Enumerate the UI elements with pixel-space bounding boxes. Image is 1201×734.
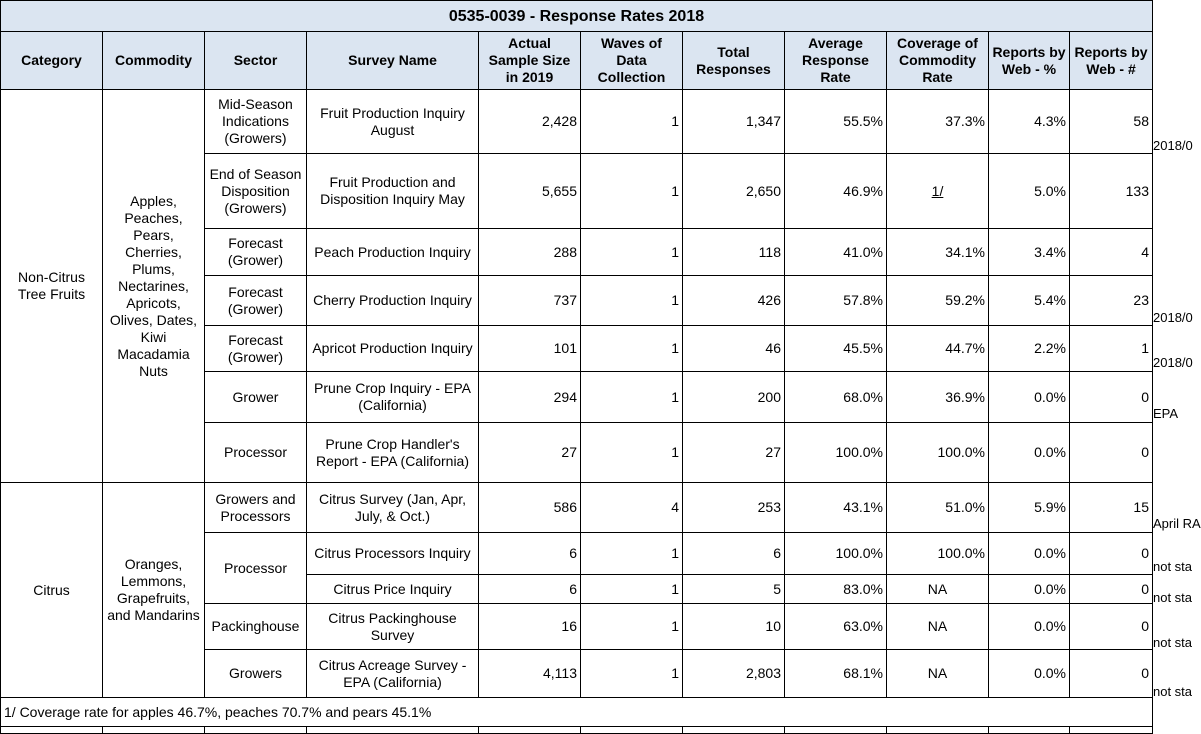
sample-size-cell: 294 xyxy=(479,372,581,423)
side-note: not sta xyxy=(1153,559,1193,574)
coverage-cell: 51.0% xyxy=(887,483,989,533)
sample-size-cell: 586 xyxy=(479,483,581,533)
sample-size-cell: 6 xyxy=(479,533,581,575)
web-num-cell: 1 xyxy=(1070,326,1153,372)
sample-size-cell: 6 xyxy=(479,575,581,604)
response-rate-cell: 41.0% xyxy=(785,229,887,276)
side-note: 2018/0 xyxy=(1153,138,1193,153)
total-responses-cell: 10 xyxy=(683,604,785,650)
commodity-cell: Apples, Peaches, Pears, Cherries, Plums, Nectarines, Apricots, Olives, Dates, Kiwi Macadamia Nuts xyxy=(103,90,205,483)
sector-cell: End of Season Disposition (Growers) xyxy=(205,154,307,229)
web-pct-cell: 0.0% xyxy=(989,650,1070,698)
side-note: 2018/0 xyxy=(1153,310,1193,325)
waves-cell: 1 xyxy=(581,423,683,483)
header-coverage: Coverage of Commodity Rate xyxy=(887,32,989,90)
side-note: not sta xyxy=(1153,590,1193,605)
coverage-footnote-ref: 1/ xyxy=(887,154,989,229)
response-rate-cell: 63.0% xyxy=(785,604,887,650)
web-pct-cell: 0.0% xyxy=(989,372,1070,423)
header-web-num: Reports by Web - # xyxy=(1070,32,1153,90)
web-num-cell: 15 xyxy=(1070,483,1153,533)
sector-cell: Forecast (Grower) xyxy=(205,229,307,276)
web-pct-cell: 5.9% xyxy=(989,483,1070,533)
total-responses-cell: 1,347 xyxy=(683,90,785,154)
web-num-cell: 133 xyxy=(1070,154,1153,229)
header-sample-size: Actual Sample Size in 2019 xyxy=(479,32,581,90)
sample-size-cell: 5,655 xyxy=(479,154,581,229)
survey-name-cell: Citrus Acreage Survey - EPA (California) xyxy=(307,650,479,698)
survey-name-cell: Cherry Production Inquiry xyxy=(307,276,479,326)
survey-name-cell: Citrus Price Inquiry xyxy=(307,575,479,604)
header-survey-name: Survey Name xyxy=(307,32,479,90)
coverage-cell: NA xyxy=(887,575,989,604)
side-note: not sta xyxy=(1153,684,1193,699)
total-responses-cell: 2,803 xyxy=(683,650,785,698)
waves-cell: 1 xyxy=(581,326,683,372)
side-note: not sta xyxy=(1153,635,1193,650)
waves-cell: 1 xyxy=(581,154,683,229)
sample-size-cell: 288 xyxy=(479,229,581,276)
response-rate-cell: 83.0% xyxy=(785,575,887,604)
waves-cell: 1 xyxy=(581,533,683,575)
web-num-cell: 0 xyxy=(1070,604,1153,650)
response-rate-cell: 43.1% xyxy=(785,483,887,533)
survey-name-cell: Prune Crop Inquiry - EPA (California) xyxy=(307,372,479,423)
total-responses-cell: 200 xyxy=(683,372,785,423)
sector-cell: Forecast (Grower) xyxy=(205,326,307,372)
total-responses-cell: 118 xyxy=(683,229,785,276)
waves-cell: 1 xyxy=(581,650,683,698)
coverage-cell: 34.1% xyxy=(887,229,989,276)
response-rate-cell: 57.8% xyxy=(785,276,887,326)
coverage-cell: NA xyxy=(887,604,989,650)
waves-cell: 4 xyxy=(581,483,683,533)
web-pct-cell: 2.2% xyxy=(989,326,1070,372)
web-num-cell: 58 xyxy=(1070,90,1153,154)
header-commodity: Commodity xyxy=(103,32,205,90)
web-num-cell: 0 xyxy=(1070,423,1153,483)
sector-cell: Processor xyxy=(205,533,307,604)
total-responses-cell: 5 xyxy=(683,575,785,604)
sector-cell: Growers xyxy=(205,650,307,698)
survey-name-cell: Prune Crop Handler's Report - EPA (California) xyxy=(307,423,479,483)
total-responses-cell: 253 xyxy=(683,483,785,533)
web-pct-cell: 0.0% xyxy=(989,604,1070,650)
web-pct-cell: 3.4% xyxy=(989,229,1070,276)
coverage-cell: 44.7% xyxy=(887,326,989,372)
header-avg-response-rate: Average Response Rate xyxy=(785,32,887,90)
header-category: Category xyxy=(1,32,103,90)
sector-cell: Forecast (Grower) xyxy=(205,276,307,326)
total-responses-cell: 6 xyxy=(683,533,785,575)
coverage-cell: 37.3% xyxy=(887,90,989,154)
sector-cell: Packinghouse xyxy=(205,604,307,650)
response-rate-cell: 46.9% xyxy=(785,154,887,229)
survey-name-cell: Citrus Processors Inquiry xyxy=(307,533,479,575)
sample-size-cell: 737 xyxy=(479,276,581,326)
web-pct-cell: 4.3% xyxy=(989,90,1070,154)
survey-name-cell: Apricot Production Inquiry xyxy=(307,326,479,372)
web-pct-cell: 0.0% xyxy=(989,423,1070,483)
header-web-pct: Reports by Web - % xyxy=(989,32,1070,90)
web-num-cell: 0 xyxy=(1070,650,1153,698)
response-rate-cell: 68.1% xyxy=(785,650,887,698)
waves-cell: 1 xyxy=(581,229,683,276)
sample-size-cell: 16 xyxy=(479,604,581,650)
waves-cell: 1 xyxy=(581,276,683,326)
web-num-cell: 0 xyxy=(1070,533,1153,575)
sample-size-cell: 2,428 xyxy=(479,90,581,154)
coverage-cell: 59.2% xyxy=(887,276,989,326)
web-pct-cell: 0.0% xyxy=(989,575,1070,604)
coverage-cell: 100.0% xyxy=(887,423,989,483)
web-pct-cell: 5.0% xyxy=(989,154,1070,229)
category-cell: Citrus xyxy=(1,483,103,698)
response-rate-cell: 55.5% xyxy=(785,90,887,154)
total-responses-cell: 2,650 xyxy=(683,154,785,229)
coverage-cell: NA xyxy=(887,650,989,698)
web-pct-cell: 0.0% xyxy=(989,533,1070,575)
response-rate-cell: 45.5% xyxy=(785,326,887,372)
sample-size-cell: 4,113 xyxy=(479,650,581,698)
header-total-responses: Total Responses xyxy=(683,32,785,90)
total-responses-cell: 426 xyxy=(683,276,785,326)
survey-name-cell: Fruit Production Inquiry August xyxy=(307,90,479,154)
sector-cell: Growers and Processors xyxy=(205,483,307,533)
sample-size-cell: 101 xyxy=(479,326,581,372)
coverage-cell: 100.0% xyxy=(887,533,989,575)
table-row xyxy=(1,90,1153,154)
web-num-cell: 4 xyxy=(1070,229,1153,276)
sector-cell: Mid-Season Indications (Growers) xyxy=(205,90,307,154)
side-note: April RA xyxy=(1153,516,1201,531)
survey-name-cell: Fruit Production and Disposition Inquiry May xyxy=(307,154,479,229)
side-note: 2018/0 xyxy=(1153,355,1193,370)
survey-name-cell: Peach Production Inquiry xyxy=(307,229,479,276)
commodity-cell: Oranges, Lemmons, Grapefruits, and Mandarins xyxy=(103,483,205,698)
survey-name-cell: Citrus Survey (Jan, Apr, July, & Oct.) xyxy=(307,483,479,533)
sector-cell: Processor xyxy=(205,423,307,483)
response-rate-cell: 68.0% xyxy=(785,372,887,423)
category-cell: Non-Citrus Tree Fruits xyxy=(1,90,103,483)
header-sector: Sector xyxy=(205,32,307,90)
waves-cell: 1 xyxy=(581,372,683,423)
sector-cell: Grower xyxy=(205,372,307,423)
web-num-cell: 0 xyxy=(1070,372,1153,423)
total-responses-cell: 27 xyxy=(683,423,785,483)
web-pct-cell: 5.4% xyxy=(989,276,1070,326)
total-responses-cell: 46 xyxy=(683,326,785,372)
footnote: 1/ Coverage rate for apples 46.7%, peaches 70.7% and pears 45.1% xyxy=(1,698,1153,727)
header-waves: Waves of Data Collection xyxy=(581,32,683,90)
table-row xyxy=(1,483,1153,533)
side-note: EPA xyxy=(1153,406,1179,421)
coverage-cell: 36.9% xyxy=(887,372,989,423)
response-rate-cell: 100.0% xyxy=(785,423,887,483)
response-rate-cell: 100.0% xyxy=(785,533,887,575)
web-num-cell: 0 xyxy=(1070,575,1153,604)
table-title: 0535-0039 - Response Rates 2018 xyxy=(1,1,1153,32)
sample-size-cell: 27 xyxy=(479,423,581,483)
waves-cell: 1 xyxy=(581,604,683,650)
waves-cell: 1 xyxy=(581,90,683,154)
survey-name-cell: Citrus Packinghouse Survey xyxy=(307,604,479,650)
web-num-cell: 23 xyxy=(1070,276,1153,326)
waves-cell: 1 xyxy=(581,575,683,604)
